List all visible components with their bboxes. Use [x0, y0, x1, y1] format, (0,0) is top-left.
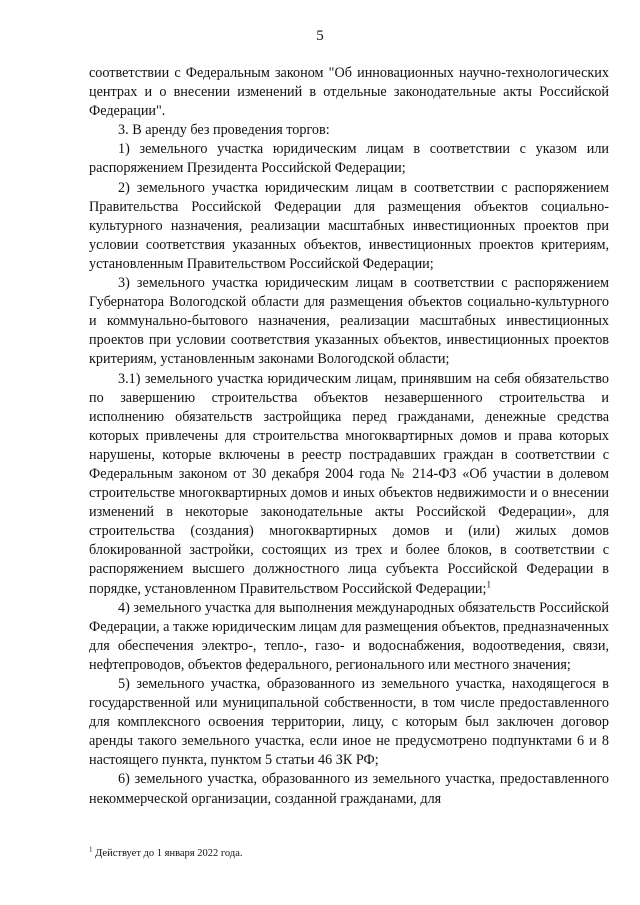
paragraph-item-2: 2) земельного участка юридическим лицам в соответствии с распоряжением Правительства Российской Федерации для размещения объектов социально-культурного назначения, реализации масштабных инвестиционных проектов при условии соответствия указанных объектов, инвестиционных проектов критериям, установленным Правительством Российской Федерации; [89, 179, 609, 272]
paragraph-item-3-1-text: 3.1) земельного участка юридическим лицам, принявшим на себя обязательство по завершению строительства объектов незавершенного строительства и исполнению обязательств застройщика перед гражданами, денежные средства которых привлечены для строительства многоквартирных домов и права которых нарушены, которые включены в реестр пострадавших граждан в соответствии с Федеральным законом от 30 декабря 2004 года № 214-ФЗ «Об участии в долевом строительстве многоквартирных домов и иных объектов недвижимости и о внесении изменений в некоторые законодательные акты Российской Федерации», для строительства (создания) многоквартирных домов и (или) жилых домов блокированной застройки, состоящих из трех и более блоков, в соответствии с распоряжением высшего должностного лица субъекта Российской Федерации в порядке, установленном Правительством Российской Федерации; [89, 370, 609, 597]
paragraph-item-3: 3) земельного участка юридическим лицам в соответствии с распоряжением Губернатора Вологодской области для размещения объектов социально-культурного и коммунально-бытового назначения, реализации масштабных инвестиционных проектов при условии соответствия указанных объектов, инвестиционных проектов критериям, установленным законами Вологодской области; [89, 275, 609, 368]
paragraph-item-1: 1) земельного участка юридическим лицам в соответствии с указом или распоряжением Президента Российской Федерации; [89, 141, 609, 177]
body-text [89, 64, 609, 809]
paragraph-continuation: соответствии с Федеральным законом "Об инновационных научно-технологических центрах и о внесении изменений в отдельные законодательные акты Российской Федерации". [89, 65, 609, 120]
paragraph-item-6: 6) земельного участка, образованного из земельного участка, предоставленного некоммерческой организации, созданной гражданами, для [89, 771, 609, 807]
footnote-text: Действует до 1 января 2022 года. [95, 848, 243, 859]
paragraph-item-3-1 [89, 370, 609, 599]
paragraph-item-5: 5) земельного участка, образованного из земельного участка, находящегося в государственной или муниципальной собственности, в том числе предоставленного для комплексного освоения территории, лицу, с которым был заключен договор аренды такого земельного участка, если иное не предусмотрено подпунктами 6 и 8 настоящего пункта, пунктом 5 статьи 46 ЗК РФ; [89, 676, 609, 769]
footnote-reference: 1 [486, 578, 491, 589]
paragraph-item-4: 4) земельного участка для выполнения международных обязательств Российской Федерации, а также юридическим лицам для размещения объектов, предназначенных для обеспечения электро-, тепло-, газо- и водоснабжения, водоотведения, связи, нефтепроводов, объектов федерального, регионального или местного значения; [89, 599, 609, 673]
footnote-marker: 1 [89, 845, 93, 854]
footnote [89, 847, 609, 860]
paragraph-section-3-heading: 3. В аренду без проведения торгов: [118, 122, 330, 139]
page-number: 5 [316, 28, 324, 44]
